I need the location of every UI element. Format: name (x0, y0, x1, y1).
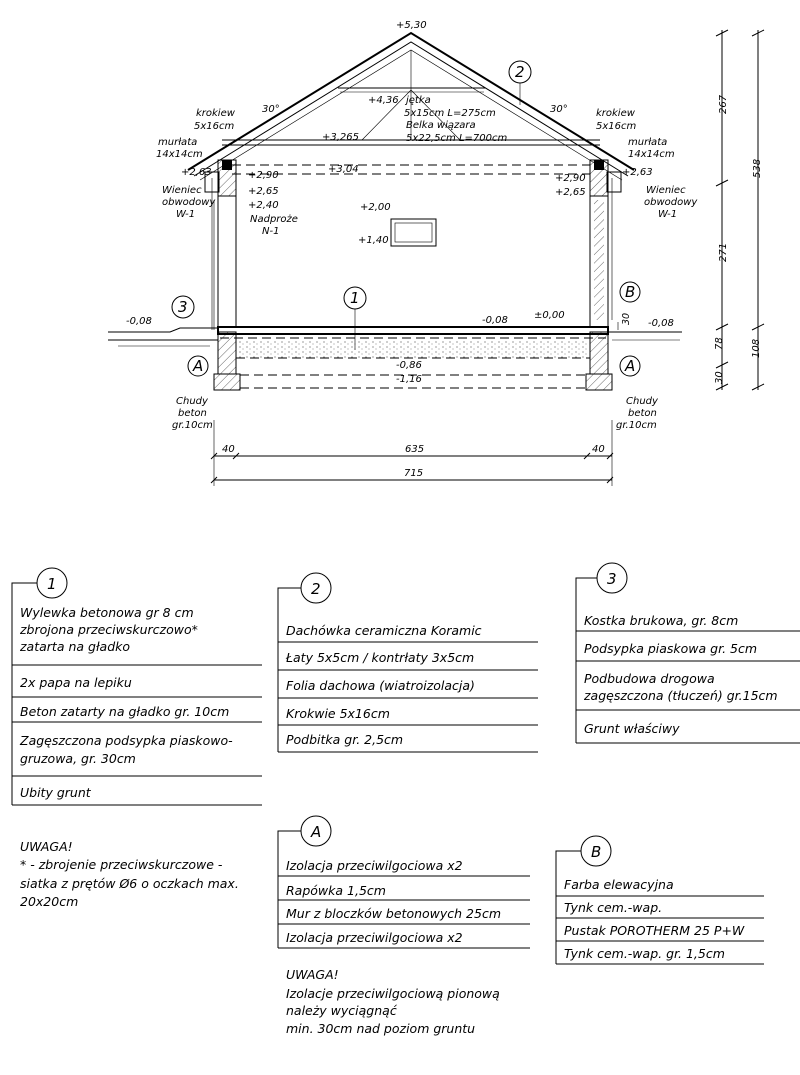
legend-1-item-1-line-1: Wylewka betonowa gr 8 cm (20, 605, 194, 620)
legend-1 (12, 568, 262, 805)
marker-b-label: B (625, 283, 636, 301)
legend-2-item-4: Krokwie 5x16cm (286, 706, 390, 721)
angle-right: 30° (550, 104, 568, 115)
wieniec-right-line2: obwodowy (644, 197, 698, 208)
elev-436: +4,36 (368, 95, 399, 106)
chudy-left-line3: gr.10cm (172, 420, 213, 431)
left-foundation (218, 332, 236, 374)
elev-200: +2,00 (360, 202, 391, 213)
dimension-labels (222, 94, 763, 479)
note-2-title: UWAGA! (286, 967, 339, 982)
elev-008-right: -0,08 (648, 318, 674, 329)
elev-008-mid: -0,08 (482, 315, 508, 326)
legend-2-item-1: Dachówka ceramiczna Koramic (286, 623, 482, 638)
dim-635: 635 (405, 444, 425, 455)
note-2 (286, 967, 500, 1036)
elev-000: ±0,00 (534, 310, 565, 321)
marker-3-label: 3 (178, 298, 188, 316)
legend-3-item-1: Kostka brukowa, gr. 8cm (584, 613, 739, 628)
legend-2-item-2: Łaty 5x5cm / kontrłaty 3x5cm (286, 650, 475, 665)
legend-2 (278, 573, 538, 752)
note-2-line-2: należy wyciągnąć (286, 1003, 397, 1018)
elev-140: +1,40 (358, 235, 389, 246)
elev-290-right: +2,90 (555, 173, 586, 184)
legend-1-item-1-line-3: zatarta na gładko (20, 639, 131, 654)
legend-a-item-2: Rapówka 1,5cm (286, 883, 386, 898)
dim-78: 78 (714, 337, 725, 350)
wieniec-right-line1: Wieniec (646, 185, 686, 196)
note-1-title: UWAGA! (20, 839, 73, 854)
jetka-line1: jętka (406, 95, 431, 106)
legend-b (556, 836, 764, 964)
chudy-right-line2: beton (628, 408, 657, 419)
chudy-right-line1: Chudy (626, 396, 658, 407)
marker-1-label: 1 (350, 289, 360, 307)
elev-290-left: +2,90 (248, 170, 279, 181)
murlata-right-line1: murłata (628, 137, 668, 148)
legend-b-item-3: Pustak POROTHERM 25 P+W (564, 923, 745, 938)
jetka-line2: 5x15cm L=275cm (404, 108, 496, 119)
dim-271: 271 (718, 242, 729, 262)
elev-304: +3,04 (328, 164, 359, 175)
wieniec-right-line3: W-1 (658, 209, 678, 220)
vertical-dimensions (716, 30, 764, 390)
dim-40-left: 40 (222, 444, 235, 455)
legend-a-item-4: Izolacja przeciwilgociowa x2 (286, 930, 463, 945)
legend-b-item-1: Farba elewacyjna (564, 877, 674, 892)
elev-265-right: +2,65 (555, 187, 586, 198)
krokiew-right-line2: 5x16cm (596, 121, 637, 132)
legend-2-item-3: Folia dachowa (wiatroizolacja) (286, 678, 475, 693)
dim-267: 267 (718, 94, 729, 114)
marker-2-label: 2 (515, 63, 525, 81)
angle-left: 30° (262, 104, 280, 115)
nadproze-line2: N-1 (262, 226, 280, 237)
legend-a-item-3: Mur z bloczków betonowych 25cm (286, 906, 502, 921)
note-1 (20, 839, 239, 909)
note-2-line-3: min. 30cm nad poziom gruntu (286, 1021, 476, 1036)
legend-3-item-3-line-2: zagęszczona (tłuczeń) gr.15cm (584, 688, 778, 703)
wieniec-left-line2: obwodowy (162, 197, 216, 208)
legend-1-number: 1 (47, 575, 57, 593)
legend-b-item-2: Tynk cem.-wap. (564, 900, 663, 915)
elev-086: -0,86 (396, 360, 422, 371)
legend-3-item-2: Podsypka piaskowa gr. 5cm (584, 641, 758, 656)
elev-263-left: +2,63 (181, 167, 212, 178)
murlata-right-line2: 14x14cm (628, 149, 675, 160)
note-1-line-1: * - zbrojenie przeciwskurczowe - (20, 857, 223, 872)
chudy-left-line1: Chudy (176, 396, 208, 407)
chudy-right-line3: gr.10cm (616, 420, 657, 431)
legend-3-item-3-line-1: Podbudowa drogowa (584, 671, 715, 686)
marker-a-left-label: A (193, 357, 204, 375)
belka-line2: 5x22,5cm L=700cm (406, 133, 508, 144)
legend-1-item-5: Ubity grunt (20, 785, 91, 800)
chudy-left-line2: beton (178, 408, 207, 419)
krokiew-left-line1: krokiew (196, 108, 235, 119)
belka-line1: Belka wiązara (406, 120, 476, 131)
elev-top: +5,30 (396, 20, 427, 31)
legend-2-item-5: Podbitka gr. 2,5cm (286, 732, 404, 747)
legend-3-item-4: Grunt właściwy (584, 721, 680, 736)
dim-108: 108 (751, 338, 762, 358)
wieniec-left-line3: W-1 (176, 209, 196, 220)
legend-a-item-1: Izolacja przeciwilgociowa x2 (286, 858, 463, 873)
wieniec-left-line1: Wieniec (162, 185, 202, 196)
nadproze-line1: Nadproże (250, 214, 298, 225)
dim-40-right: 40 (592, 444, 605, 455)
elev-008-left: -0,08 (126, 316, 152, 327)
elev-240-left: +2,40 (248, 200, 279, 211)
note-1-line-3: 20x20cm (20, 894, 79, 909)
note-2-line-1: Izolacje przeciwilgociową pionową (286, 986, 500, 1001)
legend-3 (576, 563, 800, 743)
murlata-left-line1: murłata (158, 137, 198, 148)
legend-1-item-1-line-2: zbrojona przeciwskurczowo* (20, 622, 198, 637)
elev-263-right: +2,63 (622, 167, 653, 178)
floor-slab (218, 327, 608, 334)
elev-116: -1,16 (396, 374, 422, 385)
dim-715: 715 (404, 468, 424, 479)
legend-3-number: 3 (607, 570, 617, 588)
dim-30-side: 30 (621, 312, 632, 325)
legend-1-item-3: Beton zatarty na gładko gr. 10cm (20, 704, 230, 719)
legend-2-number: 2 (311, 580, 321, 598)
legend-a (278, 816, 530, 948)
legend-1-item-4-line-1: Zagęszczona podsypka piaskowo- (20, 733, 233, 748)
legend-1-item-2: 2x papa na lepiku (20, 675, 132, 690)
krokiew-right-line1: krokiew (596, 108, 635, 119)
legend-a-letter: A (311, 823, 322, 841)
legend-b-letter: B (591, 843, 602, 861)
legend-b-item-4: Tynk cem.-wap. gr. 1,5cm (564, 946, 725, 961)
dim-538: 538 (752, 158, 763, 178)
elev-3265: +3,265 (322, 132, 360, 143)
elev-265-left: +2,65 (248, 186, 279, 197)
legend-1-item-4-line-2: gruzowa, gr. 30cm (20, 751, 136, 766)
dim-30: 30 (714, 371, 725, 384)
krokiew-left-line2: 5x16cm (194, 121, 235, 132)
marker-a-right-label: A (625, 357, 636, 375)
ground-left (108, 328, 218, 332)
note-1-line-2: siatka z prętów Ø6 o oczkach max. (20, 876, 239, 891)
murlata-left-line2: 14x14cm (156, 149, 203, 160)
right-foundation (590, 332, 608, 374)
